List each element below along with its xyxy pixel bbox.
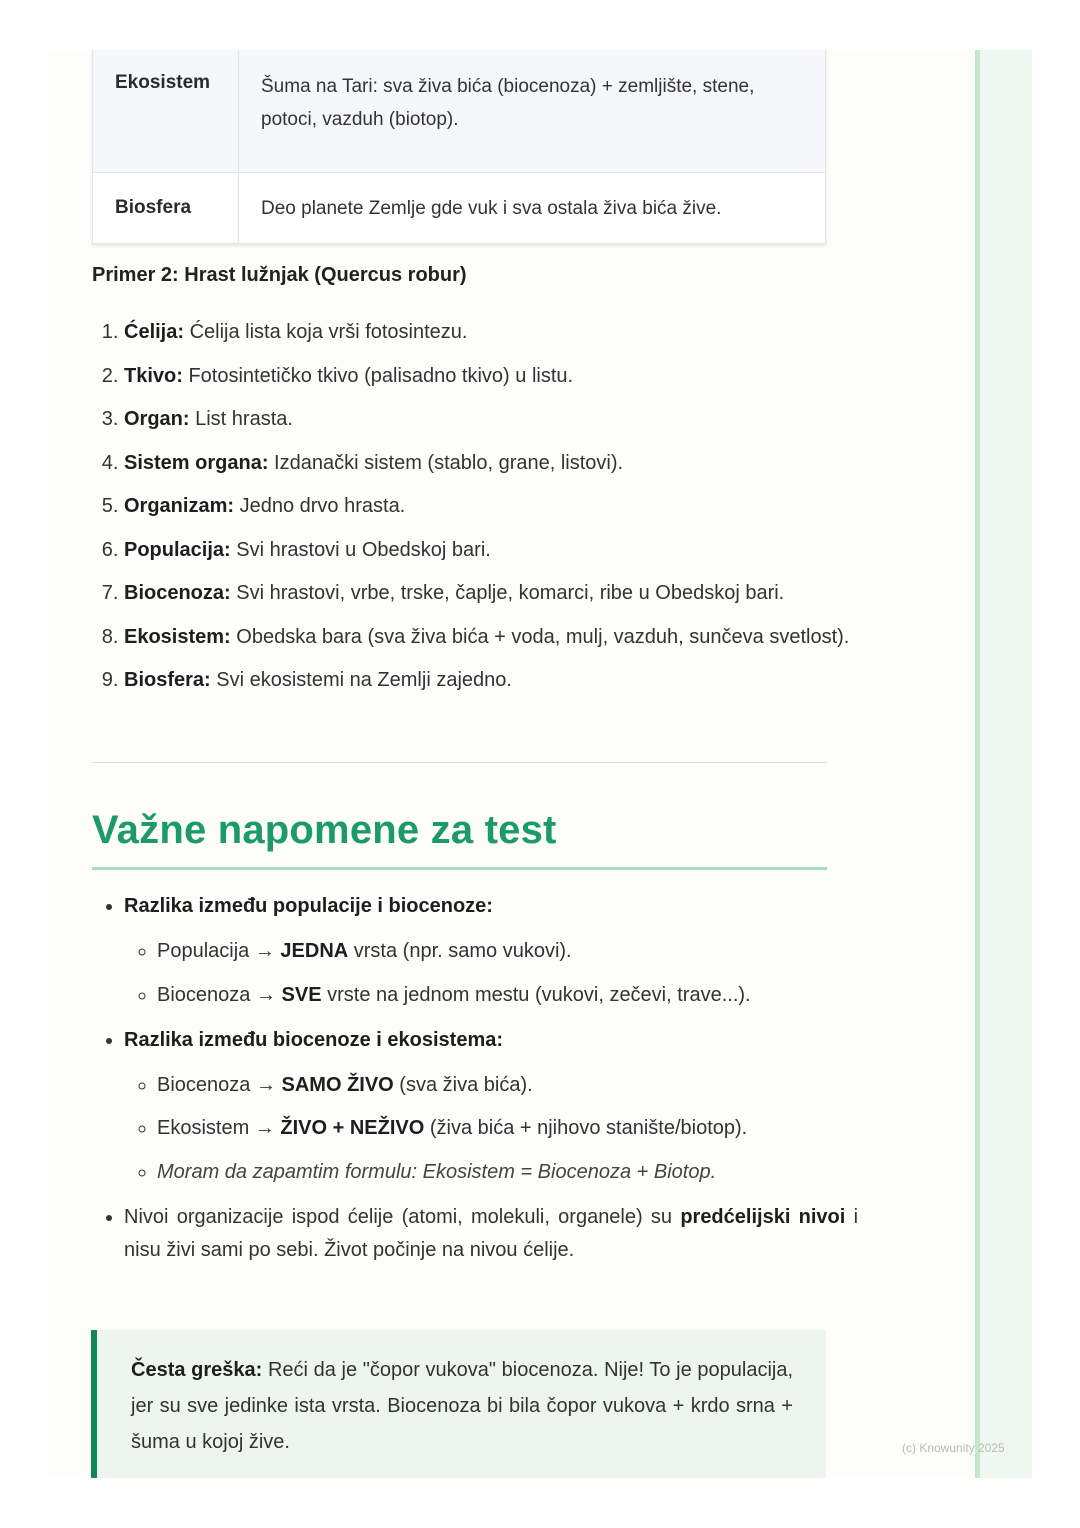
list-item-term: Biosfera: (124, 669, 211, 691)
list-item-text: List hrasta. (189, 408, 293, 430)
sub-item (157, 979, 858, 1012)
test-notes-list (92, 890, 858, 1279)
list-item-term: Biocenoza: (124, 582, 231, 604)
sub-item (157, 1156, 858, 1189)
sub-item-text: Populacija → (157, 940, 281, 962)
list-item-text: Svi hrastovi u Obedskoj bari. (230, 538, 491, 561)
note-title: Razlika između biocenoze i ekosistema: (124, 1028, 504, 1051)
list-item (124, 447, 864, 480)
table-description: Šuma na Tari: sva živa bića (biocenoza) + zemljište, stene, potoci, vazduh (biotop). (239, 50, 826, 173)
right-margin-line (975, 50, 980, 1478)
list-item-term: Sistem organa: (124, 451, 269, 474)
list-item (124, 490, 864, 523)
sub-item (157, 935, 858, 968)
list-item-term: Ekosistem: (124, 625, 231, 648)
heading-underline (92, 867, 827, 870)
levels-table (92, 50, 826, 244)
sub-item-text: Biocenoza → (157, 1073, 282, 1096)
note-item (124, 890, 858, 1012)
callout-label: Česta greška: (131, 1359, 263, 1381)
callout-text: Reći da je "čopor vukova" biocenoza. Nije! To je populacija, jer su sve jedinke ista vrsta. Biocenoza bi bila čopor vukova + krdo srna + šuma u kojoj žive. (131, 1359, 794, 1453)
table-row (93, 50, 826, 173)
watermark: (c) Knowunity 2025 (902, 1441, 1005, 1455)
sub-item (157, 1069, 858, 1102)
table-term: Ekosistem (93, 50, 239, 173)
example-heading: Primer 2: Hrast lužnjak (Quercus robur) (92, 264, 467, 286)
list-item-text: Fotosintetičko tkivo (palisadno tkivo) u listu. (182, 364, 574, 387)
organization-levels-list (92, 316, 864, 708)
note-sublist (124, 935, 858, 1012)
sub-item-text: Biocenoza → (157, 983, 282, 1006)
sub-item-text: (živa bića + njihovo stanište/biotop). (424, 1117, 748, 1139)
table-term: Biosfera (93, 173, 239, 244)
list-item-term: Tkivo: (124, 364, 183, 387)
list-item-text: Ćelija lista koja vrši fotosintezu. (184, 321, 468, 343)
right-margin-panel (975, 50, 1032, 1478)
list-item-term: Organ: (124, 408, 190, 430)
sub-item-emphasis: JEDNA (280, 940, 349, 962)
list-item (124, 577, 864, 610)
list-item (124, 316, 864, 349)
list-item (124, 360, 864, 393)
note-item (124, 1201, 858, 1267)
sub-item-emphasis: SAMO ŽIVO (281, 1073, 394, 1096)
sub-item-text: Ekosistem → (157, 1117, 281, 1139)
sub-item-emphasis: SVE (281, 983, 322, 1006)
table-row (93, 173, 826, 244)
list-item (124, 534, 864, 567)
note-title: Razlika između populacije i biocenoze: (124, 895, 493, 917)
note-text: i nisu živi sami po sebi. Život počinje na nivou ćelije. (124, 1205, 859, 1261)
list-item-text: Svi hrastovi, vrbe, trske, čaplje, komarci, ribe u Obedskoj bari. (230, 582, 785, 604)
note-text: Nivoi organizacije ispod ćelije (atomi, molekuli, organele) su (124, 1205, 681, 1228)
note-item (124, 1024, 858, 1189)
list-item-text: Izdanački sistem (stablo, grane, listovi). (268, 451, 624, 474)
list-item (124, 621, 864, 654)
note-emphasis: predćelijski nivoi (680, 1205, 846, 1228)
list-item-text: Obedska bara (sva živa bića + voda, mulj, vazduh, sunčeva svetlost). (230, 625, 850, 648)
list-item-term: Populacija: (124, 538, 231, 561)
list-item (124, 664, 864, 697)
list-item (124, 403, 864, 436)
formula-note: Moram da zapamtim formulu: Ekosistem = Biocenoza + Biotop. (157, 1160, 717, 1183)
list-item-text: Jedno drvo hrasta. (234, 495, 406, 517)
list-item-text: Svi ekosistemi na Zemlji zajedno. (210, 669, 512, 691)
sub-item-text: vrsta (npr. samo vukovi). (348, 940, 572, 962)
section-heading: Važne napomene za test (92, 808, 557, 852)
common-mistake-callout (91, 1330, 826, 1478)
list-item-term: Ćelija: (124, 321, 185, 343)
sub-item-emphasis: ŽIVO + NEŽIVO (280, 1117, 425, 1139)
section-divider (92, 762, 827, 763)
sub-item-text: (sva živa bića). (393, 1073, 533, 1096)
sub-item (157, 1112, 858, 1145)
note-sublist (124, 1069, 858, 1189)
list-item-term: Organizam: (124, 495, 235, 517)
table-description: Deo planete Zemlje gde vuk i sva ostala živa bića žive. (239, 173, 826, 244)
sub-item-text: vrste na jednom mestu (vukovi, zečevi, trave...). (321, 983, 751, 1006)
